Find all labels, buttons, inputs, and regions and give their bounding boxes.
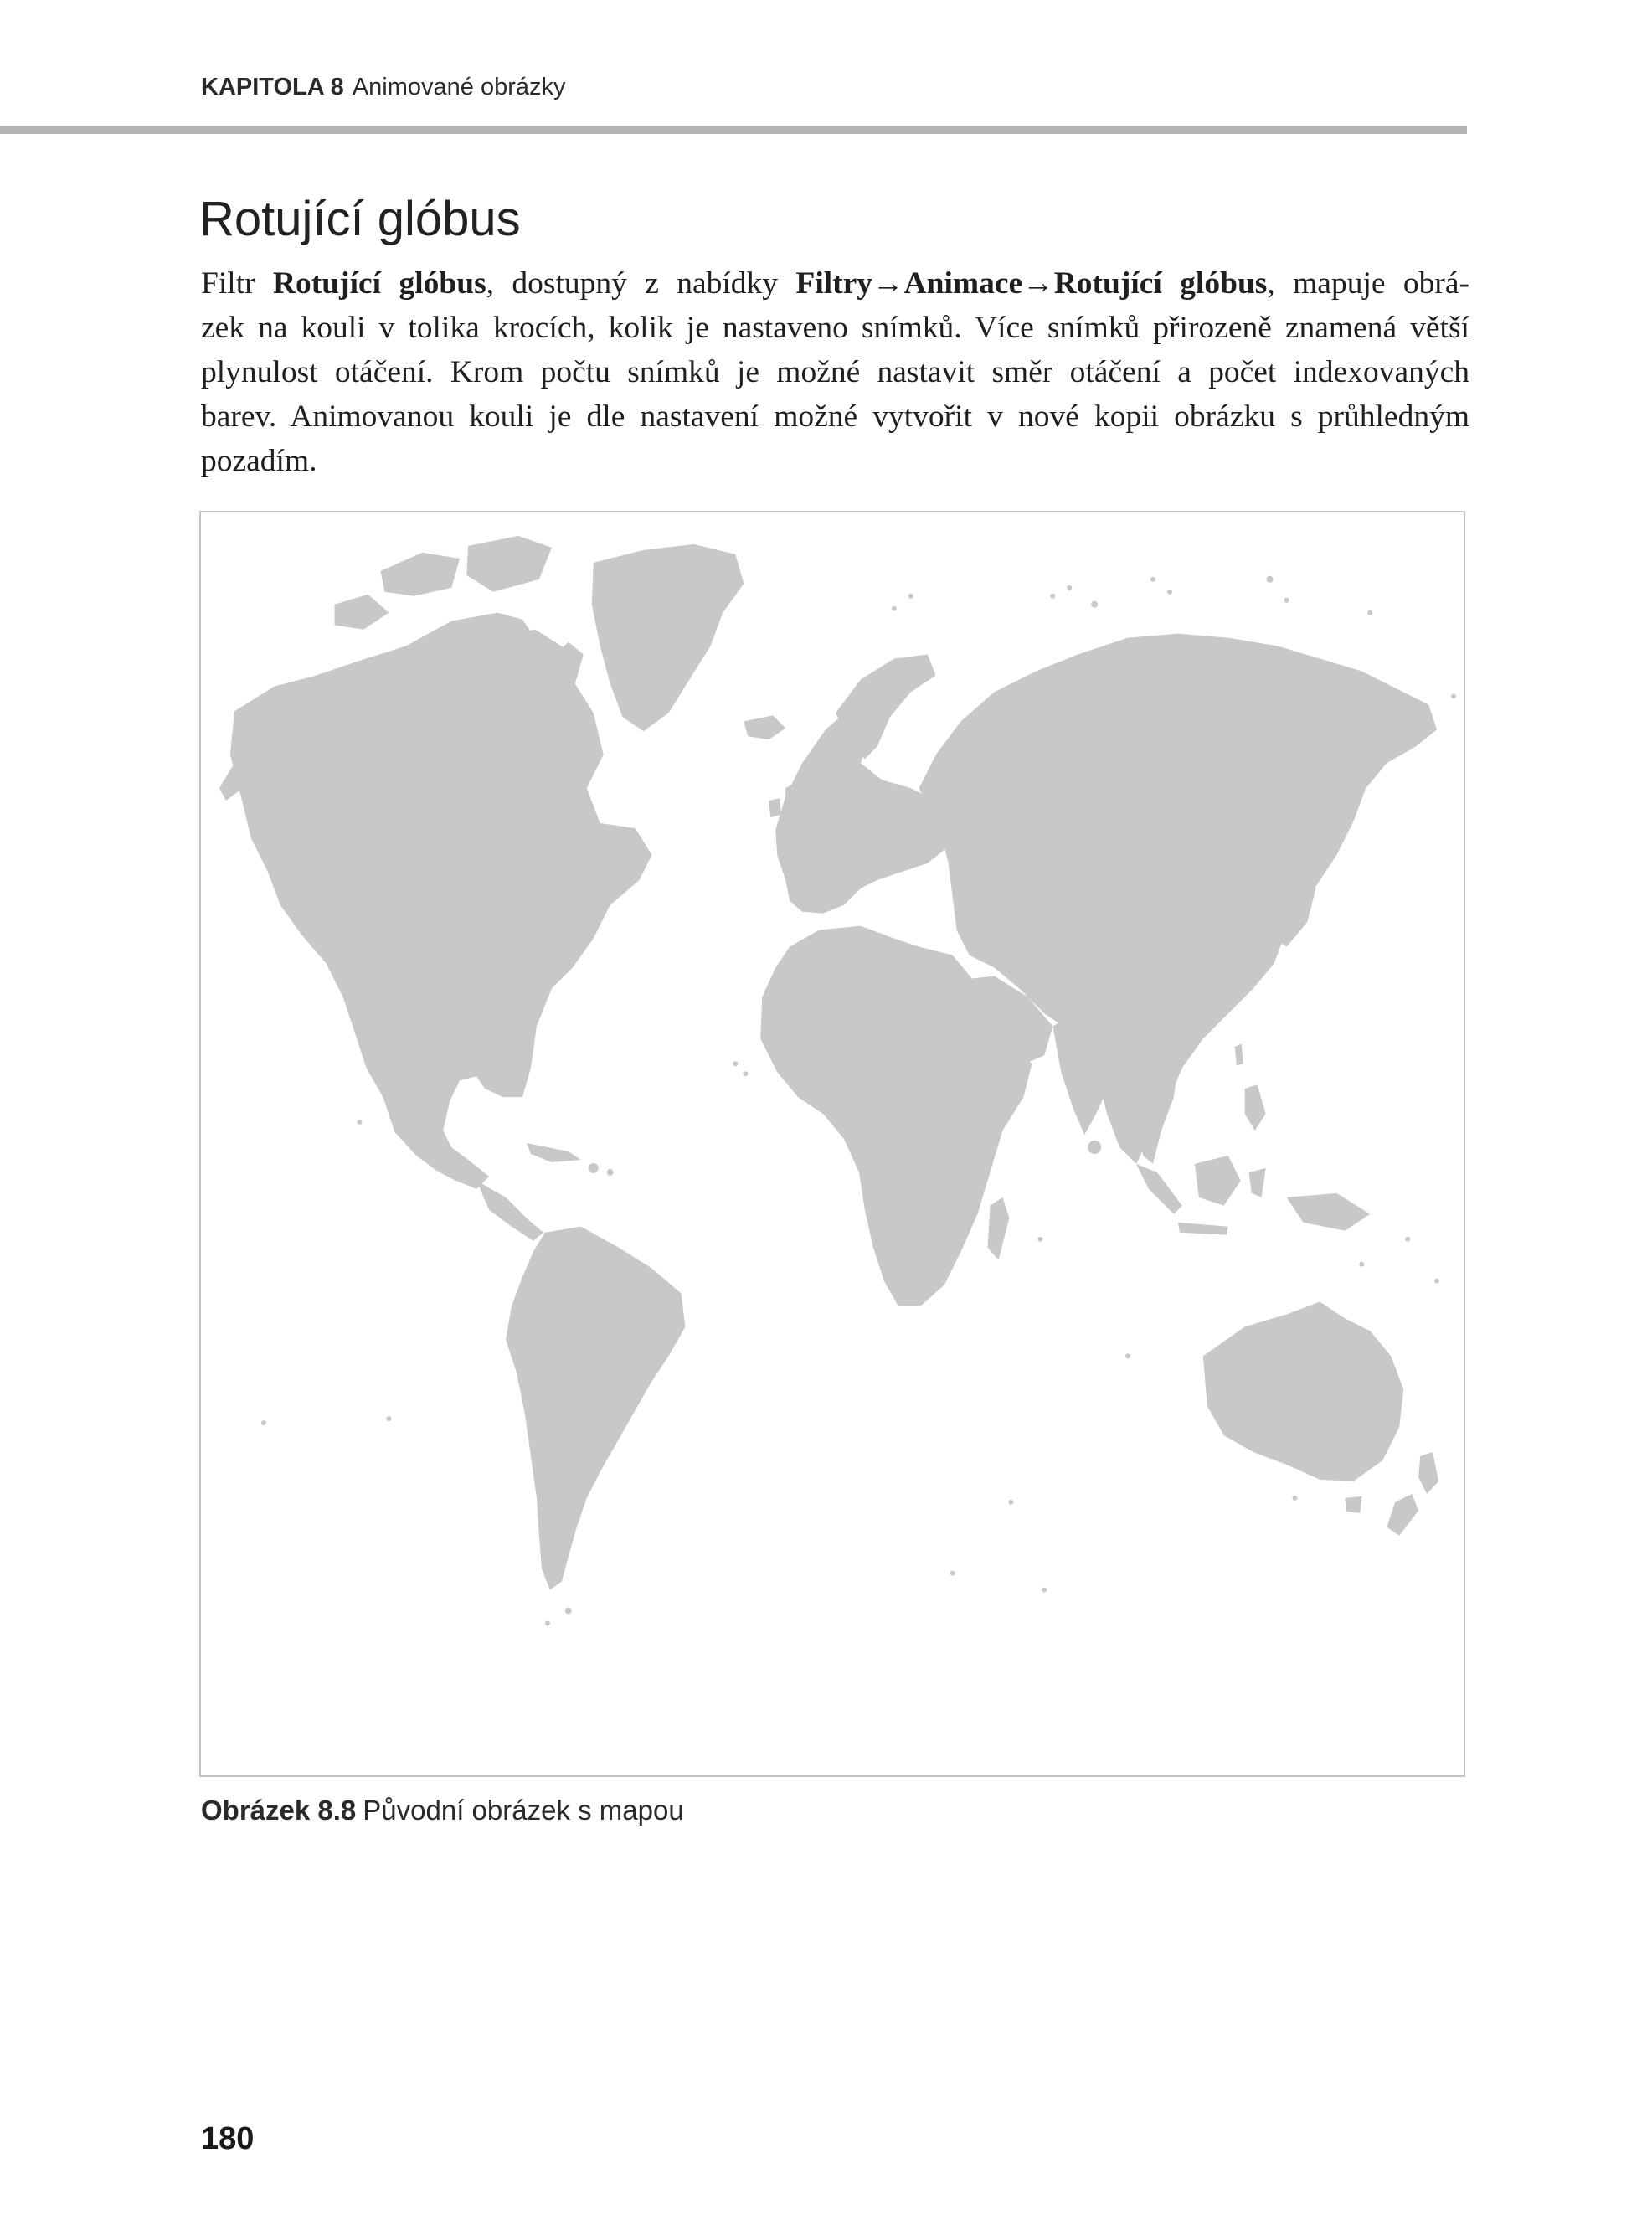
north-america: [230, 613, 652, 1189]
paragraph-line-2: zek na kouli v tolika krocích, kolik je nastaveno snímků. Více snímků přirozeně znamená větší: [201, 311, 1469, 345]
sumatra: [1136, 1164, 1182, 1214]
small-island: [743, 1071, 748, 1076]
small-island: [1359, 1262, 1364, 1267]
greenland: [592, 544, 744, 731]
small-island: [358, 1120, 363, 1125]
small-island: [1050, 594, 1055, 599]
small-island: [261, 1420, 266, 1425]
new-zealand-south: [1387, 1494, 1418, 1536]
small-island: [565, 1608, 572, 1615]
small-island: [1150, 577, 1155, 582]
running-header: [201, 74, 566, 101]
sri-lanka: [1088, 1141, 1101, 1154]
small-island: [908, 594, 913, 599]
arctic-island: [466, 536, 552, 592]
small-island: [1037, 1237, 1042, 1242]
small-island: [1451, 693, 1456, 698]
small-island: [1405, 1237, 1410, 1242]
menu-term: Animace: [903, 266, 1023, 301]
world-map: [201, 512, 1464, 1775]
small-island: [733, 1061, 738, 1066]
chapter-label: KAPITOLA 8: [201, 74, 344, 100]
small-island: [1125, 1353, 1130, 1358]
small-island: [1067, 585, 1072, 590]
figure-caption: [201, 1795, 684, 1826]
small-island: [1091, 601, 1098, 608]
caption-label: Obrázek 8.8: [201, 1795, 357, 1826]
paragraph-line-1: [201, 261, 1469, 306]
taiwan: [1235, 1043, 1243, 1065]
small-island: [1251, 1412, 1256, 1417]
paragraph-line-3: plynulost otáčení. Krom počtu snímků je možné nastavit směr otáčení a počet indexovaných: [201, 355, 1469, 389]
tasmania: [1345, 1496, 1361, 1513]
australia: [1203, 1302, 1403, 1481]
caribbean-island: [607, 1169, 614, 1176]
sulawesi: [1249, 1168, 1266, 1197]
small-island: [1267, 576, 1274, 583]
arctic-island: [335, 595, 389, 630]
page-number: 180: [201, 2121, 255, 2156]
cuba: [527, 1143, 581, 1162]
header-rule: [0, 126, 1467, 134]
menu-arrow-icon: →: [1022, 266, 1054, 301]
philippines: [1245, 1084, 1266, 1131]
madagascar: [988, 1197, 1010, 1260]
text-run: , dostupný z nabídky: [486, 266, 796, 301]
new-guinea: [1287, 1193, 1371, 1231]
ireland: [769, 798, 781, 817]
south-america: [506, 1227, 685, 1590]
new-zealand-north: [1418, 1452, 1438, 1494]
section-title: Rotující glóbus: [199, 192, 521, 246]
text-run: Filtr: [201, 266, 273, 301]
arctic-island: [380, 553, 460, 596]
paragraph-line-4: barev. Animovanou kouli je dle nastavení možné vytvořit v nové kopii obrázku s průhledným: [201, 399, 1469, 434]
small-island: [1367, 610, 1372, 615]
menu-term: Rotující glóbus: [1053, 266, 1268, 301]
borneo: [1195, 1156, 1241, 1206]
small-island: [1284, 598, 1289, 603]
small-island: [1293, 1496, 1298, 1501]
small-island: [386, 1416, 391, 1421]
menu-term: Rotující glóbus: [272, 266, 486, 301]
small-island: [1008, 1500, 1013, 1505]
paragraph-line-5: pozadím.: [201, 444, 317, 478]
menu-arrow-icon: →: [872, 266, 904, 301]
small-island: [892, 606, 897, 611]
small-island: [545, 1620, 550, 1625]
menu-term: Filtry: [795, 266, 873, 301]
java: [1178, 1223, 1228, 1235]
central-america: [476, 1181, 543, 1241]
small-island: [1434, 1279, 1439, 1284]
iceland: [744, 715, 785, 739]
caption-text: Původní obrázek s mapou: [363, 1795, 684, 1826]
small-island: [1167, 590, 1172, 595]
world-map-figure: [199, 511, 1465, 1777]
text-run: , mapuje obrá-: [1267, 266, 1469, 301]
body-paragraph: [201, 261, 1469, 483]
small-island: [1042, 1588, 1047, 1593]
caribbean-island: [589, 1163, 599, 1173]
chapter-title: Animované obrázky: [352, 74, 566, 100]
small-island: [950, 1571, 955, 1576]
